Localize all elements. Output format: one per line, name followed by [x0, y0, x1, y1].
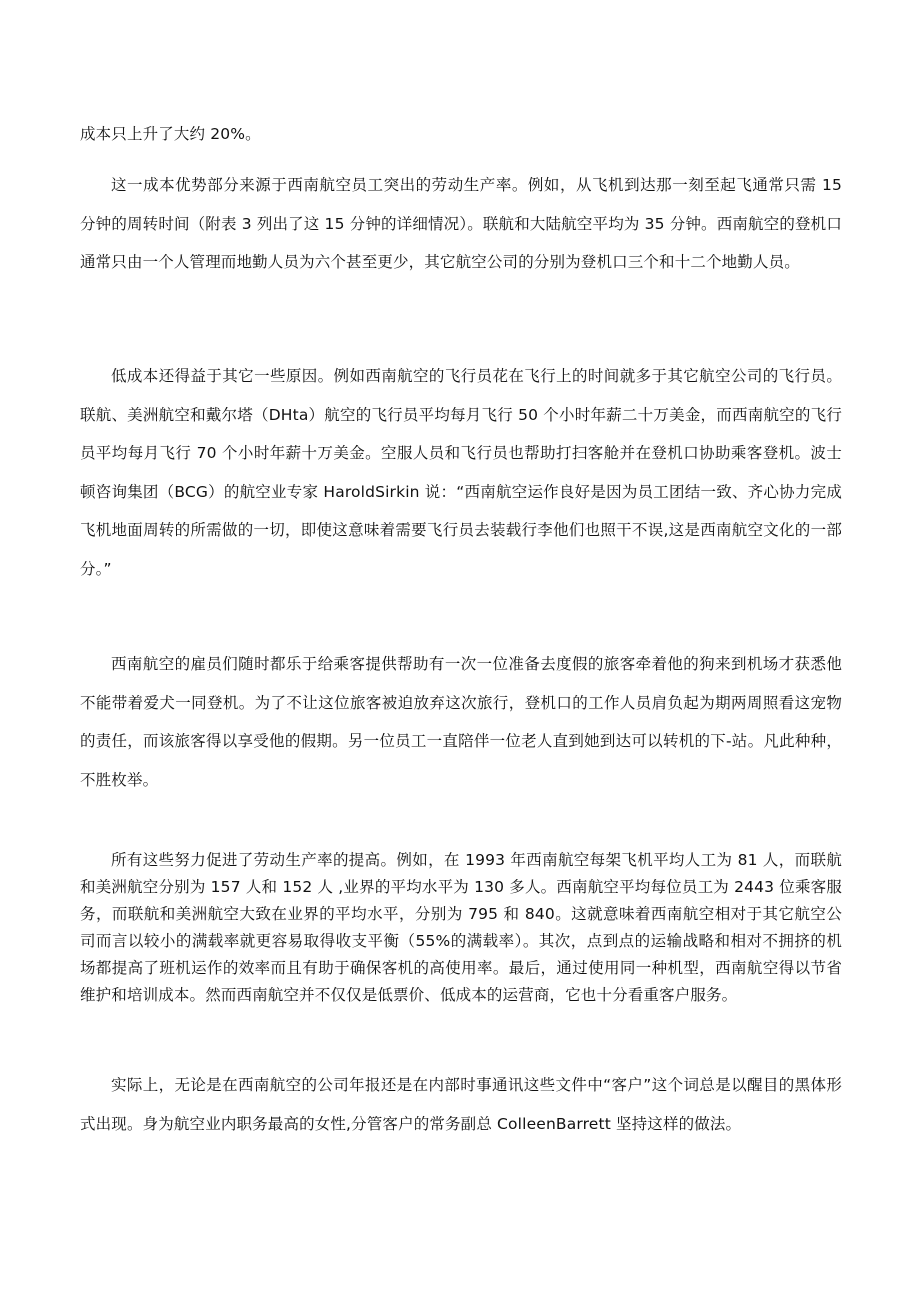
paragraph-cost-increase: 成本只上升了大约 20%。: [80, 125, 261, 143]
paragraph-productivity-statistics: 所有这些努力促进了劳动生产率的提高。例如，在 1993 年西南航空每架飞机平均人工为 81 人，而联航和美洲航空分别为 157 人和 152 人 ,业界的平均水平为 130 多人。西南航空平均每位员工为 2443 位乘客服务，而联航和美洲航空大致在业界的平均水平，分别为 795 和 840。这就意味着西南航空相对于其它航空公司而言以较小的满载率就更容易取得收支平衡（55%的满载率）。其次，点到点的运输战略和相对不拥挤的机场都提高了班机运作的效率而且有助于确保客机的高使用率。最后，通过使用同一种机型，西南航空得以节省维护和培训成本。然而西南航空并不仅仅是低票价、低成本的运营商，它也十分看重客户服务。: [80, 851, 842, 1004]
paragraph-employee-helpfulness: 西南航空的雇员们随时都乐于给乘客提供帮助有一次一位准备去度假的旅客牵着他的狗来到机场才获悉他不能带着爱犬一同登机。为了不让这位旅客被迫放弃这次旅行，登机口的工作人员肩负起为期两周照看这宠物的责任，而该旅客得以享受他的假期。另一位员工一直陪伴一位老人直到她到达可以转机的下-站。凡此种种，不胜枚举。: [80, 655, 842, 789]
paragraph-customer-focus: 实际上，无论是在西南航空的公司年报还是在内部时事通讯这些文件中“客户”这个词总是以醒目的黑体形式出现。身为航空业内职务最高的女性,分管客户的常务副总 ColleenBarrett 坚持这样的做法。: [80, 1076, 842, 1133]
paragraph-pilot-flight-hours: 低成本还得益于其它一些原因。例如西南航空的飞行员花在飞行上的时间就多于其它航空公司的飞行员。联航、美洲航空和戴尔塔（DHta）航空的飞行员平均每月飞行 50 个小时年薪二十万美金，而西南航空的飞行员平均每月飞行 70 个小时年薪十万美金。空服人员和飞行员也帮助打扫客舱并在登机口协助乘客登机。波士顿咨询集团（BCG）的航空业专家 HaroldSirkin 说：“西南航空运作良好是因为员工团结一致、齐心协力完成飞机地面周转的所需做的一切，即使这意味着需要飞行员去装载行李他们也照干不误,这是西南航空文化的一部分。”: [80, 367, 842, 578]
paragraph-labor-productivity: 这一成本优势部分来源于西南航空员工突出的劳动生产率。例如，从飞机到达那一刻至起飞通常只需 15 分钟的周转时间（附表 3 列出了这 15 分钟的详细情况）。联航和大陆航空平均为 35 分钟。西南航空的登机口通常只由一个人管理而地勤人员为六个甚至更少，其它航空公司的分别为登机口三个和十二个地勤人员。: [80, 176, 842, 271]
